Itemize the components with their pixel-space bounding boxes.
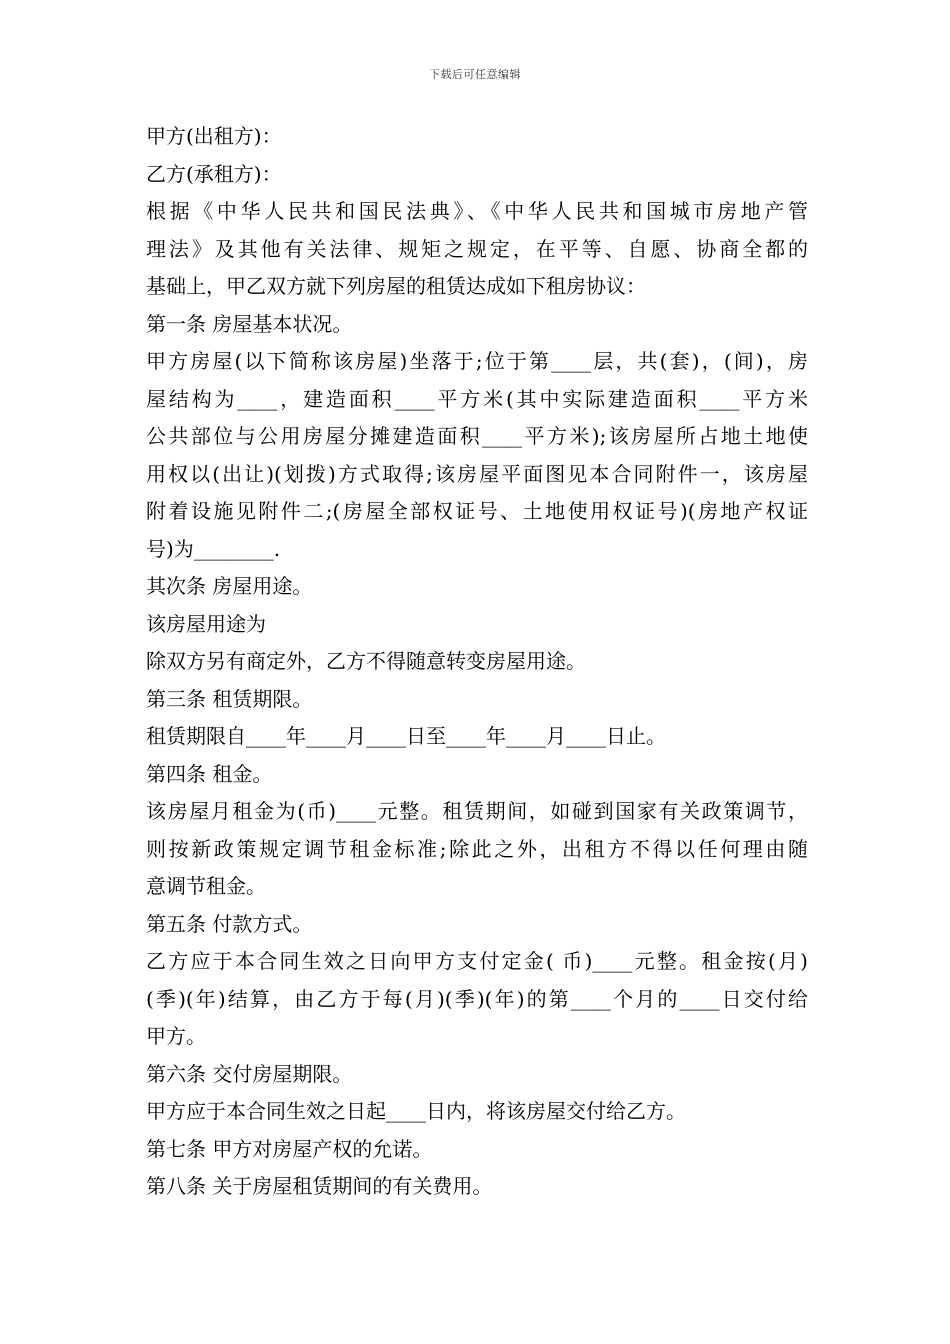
article-text-line: 附着设施见附件二;(房屋全部权证号、土地使用权证号)(房地产权证 [146,499,808,523]
article-text-line: 号)为________. [146,536,281,561]
article-heading: 第三条 租赁期限。 [146,686,313,711]
article-text-line: 则按新政策规定调节租金标准;除此之外，出租方不得以任何理由随 [146,836,808,861]
article-text-line: 除双方另有商定外，乙方不得随意转变房屋用途。 [146,649,586,673]
article-text-line: 甲方应于本合同生效之日起____日内，将该房屋交付给乙方。 [146,1099,686,1123]
article-text-line: 该房屋用途为 [146,611,266,636]
article-heading: 第六条 交付房屋期限。 [146,1061,353,1086]
preamble-line: 基础上，甲乙双方就下列房屋的租赁达成如下租房协议： [146,274,646,298]
article-heading: 第四条 租金。 [146,761,273,786]
article-text-line: 用权以(出让)(划拨)方式取得;该房屋平面图见本合同附件一，该房屋 [146,461,808,486]
article-text-line: 租赁期限自____年____月____日至____年____月____日止。 [146,724,666,748]
article-text-line: 乙方应于本合同生效之日向甲方支付定金( 币)____元整。租金按(月) [146,949,808,973]
article-text-line: 甲方房屋(以下简称该房屋)坐落于;位于第____层，共(套)，(间)，房 [146,349,808,373]
article-heading: 第七条 甲方对房屋产权的允诺。 [146,1136,433,1161]
article-text-line: 意调节租金。 [146,874,266,898]
party-b-line: 乙方(承租方)： [146,161,282,186]
preamble-line: 理法》及其他有关法律、规矩之规定，在平等、自愿、协商全都的 [146,236,808,261]
party-a-line: 甲方(出租方)： [146,124,282,148]
article-text-line: (季)(年)结算，由乙方于每(月)(季)(年)的第____个月的____日交付给 [146,986,808,1011]
article-heading: 第一条 房屋基本状况。 [146,311,353,336]
article-text-line: 公共部位与公用房屋分摊建造面积____平方米);该房屋所占地土地使 [146,424,808,448]
page-header-note: 下载后可任意编辑 [429,68,521,81]
article-text-line: 屋结构为____，建造面积____平方米(其中实际建造面积____平方米 [146,386,808,411]
article-heading: 第五条 付款方式。 [146,911,313,936]
article-heading: 其次条 房屋用途。 [146,574,313,598]
article-heading: 第八条 关于房屋租赁期间的有关费用。 [146,1174,493,1198]
preamble-line: 根据《中华人民共和国民法典》、《中华人民共和国城市房地产管 [146,199,808,223]
article-text-line: 该房屋月租金为(币)____元整。租赁期间，如碰到国家有关政策调节， [146,799,808,823]
article-text-line: 甲方。 [146,1024,206,1048]
contract-body [146,118,808,1206]
